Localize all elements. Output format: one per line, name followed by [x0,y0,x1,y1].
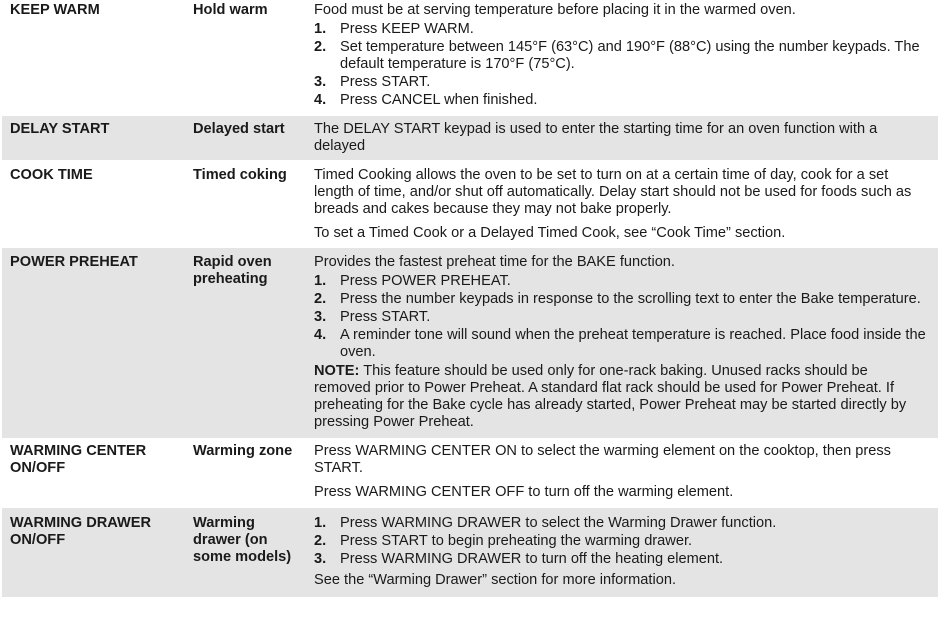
step-text: Press CANCEL when finished. [340,92,538,108]
table-row [2,116,938,160]
list-item [314,309,928,326]
description-text: Press WARMING CENTER ON to select the warming element on the cooktop, then press START. [314,443,891,476]
table-row [2,248,938,438]
function-name: Warming zone [193,443,293,459]
note [314,363,928,431]
table-row [2,160,938,248]
step-list [314,515,928,568]
description [306,0,938,116]
step-text: Press START to begin preheating the warming drawer. [340,533,693,549]
step-text: A reminder tone will sound when the preheat temperature is reached. Place food inside the oven. [340,327,926,360]
step-number: 3. [314,74,327,90]
step-list [314,273,928,361]
description-text: Food must be at serving temperature before placing it in the warmed oven. [314,2,796,18]
list-item [314,273,928,290]
feature-name: KEEP WARM [10,2,100,18]
step-text: Press START. [340,309,431,325]
description [306,438,938,508]
description-text: The DELAY START keypad is used to enter the starting time for an oven function with a delayed [314,121,878,154]
list-item [314,291,928,308]
function-name: Delayed start [185,116,306,160]
step-text: Press POWER PREHEAT. [340,273,511,289]
list-item [314,39,928,73]
description-text: See the “Warming Drawer” section for more information. [314,572,676,588]
table-row [2,438,938,508]
description [306,116,938,160]
table-row [2,0,938,116]
feature-name: DELAY START [2,116,185,160]
list-item [314,92,928,109]
table-row [2,508,938,597]
step-text: Press the number keypads in response to the scrolling text to enter the Bake temperature. [340,291,921,307]
list-item [314,327,928,361]
step-number: 4. [314,327,327,343]
features-table [2,0,938,597]
list-item [314,551,928,568]
list-item [314,74,928,91]
description-text: Press WARMING CENTER OFF to turn off the warming element. [314,484,734,500]
description-text: Provides the fastest preheat time for the BAKE function. [314,254,675,270]
function-name: Hold warm [193,2,268,18]
description [306,508,938,597]
step-text: Press WARMING DRAWER to select the Warming Drawer function. [340,515,777,531]
step-number: 3. [314,551,327,567]
step-text: Press KEEP WARM. [340,21,474,37]
feature-name: POWER PREHEAT [2,248,185,438]
step-number: 3. [314,309,327,325]
description [306,160,938,248]
step-list [314,21,928,109]
step-text: Set temperature between 145°F (63°C) and 190°F (88°C) using the number keypads. The default temperature is 170°F (75°C). [340,39,920,72]
step-number: 2. [314,291,327,307]
description-text: To set a Timed Cook or a Delayed Timed Cook, see “Cook Time” section. [314,225,786,241]
step-text: Press WARMING DRAWER to turn off the heating element. [340,551,724,567]
step-text: Press START. [340,74,431,90]
step-number: 1. [314,273,327,289]
list-item [314,515,928,532]
function-name: Timed coking [193,167,287,183]
step-number: 2. [314,39,327,55]
step-number: 1. [314,515,327,531]
list-item [314,21,928,38]
description [306,248,938,438]
list-item [314,533,928,550]
note-label: NOTE: [314,363,360,379]
note-text: This feature should be used only for one-rack baking. Unused racks should be removed prior to Power Preheat. A standard flat rack should be used for Power Preheat. If preheating for the Bake cycle has already started, Power Preheat may be started directly by pressing Power Preheat. [314,363,907,430]
function-name: Warming drawer (on some models) [185,508,306,597]
step-number: 1. [314,21,327,37]
feature-name: WARMING CENTER ON/OFF [10,443,147,476]
function-name: Rapid oven preheating [185,248,306,438]
description-text: Timed Cooking allows the oven to be set to turn on at a certain time of day, cook for a set length of time, and/or shut off automatically. Delay start should not be used for foods such as breads and cakes because they may not bake properly. [314,167,912,217]
step-number: 2. [314,533,327,549]
feature-name: WARMING DRAWER ON/OFF [2,508,185,597]
feature-name: COOK TIME [10,167,93,183]
step-number: 4. [314,92,327,108]
